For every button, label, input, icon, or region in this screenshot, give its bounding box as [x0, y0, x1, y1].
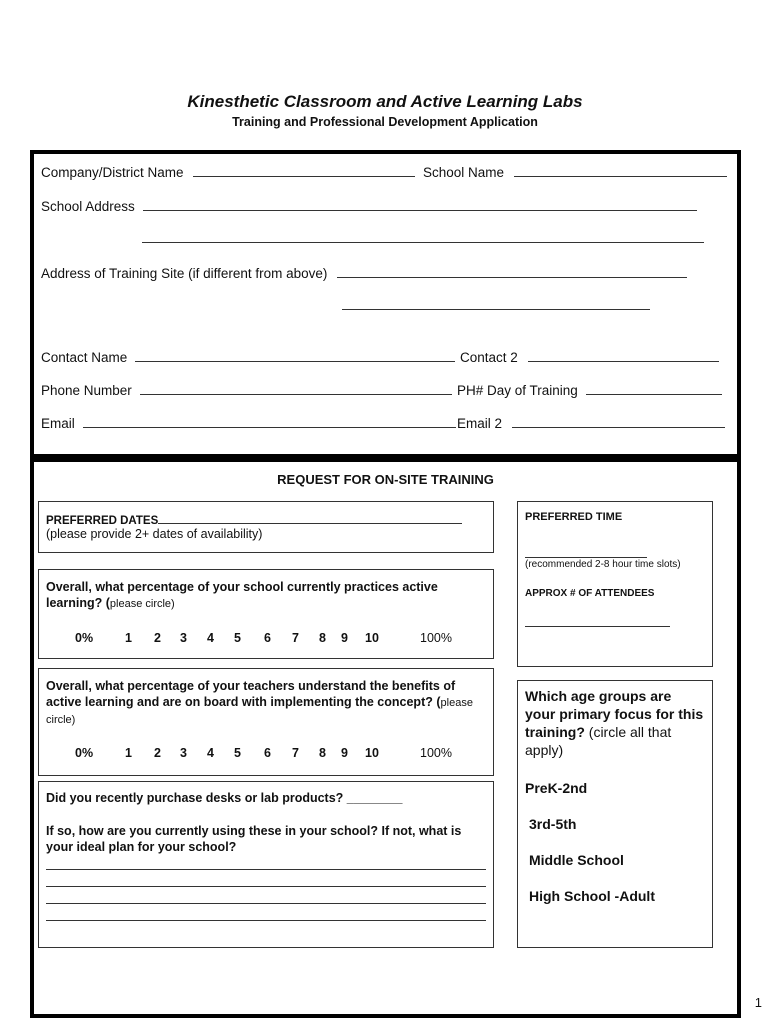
- products-purchase-question: Did you recently purchase desks or lab products? ________: [46, 791, 403, 805]
- preferred-time-field[interactable]: [525, 557, 647, 558]
- age-group-option[interactable]: Middle School: [529, 852, 624, 868]
- scale-option[interactable]: 100%: [420, 631, 452, 645]
- age-groups-question: [525, 687, 705, 759]
- school-address-line-2[interactable]: [142, 242, 704, 243]
- scale-option[interactable]: 8: [319, 631, 326, 645]
- teacher-buyin-scale[interactable]: [39, 746, 495, 762]
- scale-option[interactable]: 1: [125, 631, 132, 645]
- scale-option[interactable]: 7: [292, 746, 299, 760]
- scale-option[interactable]: 10: [365, 631, 379, 645]
- email-row: [41, 415, 456, 431]
- email2-label: Email 2: [457, 416, 503, 431]
- training-site-row: [41, 265, 687, 281]
- contact-info-section: [30, 150, 741, 458]
- email2-field[interactable]: [512, 415, 725, 428]
- page-subtitle: Training and Professional Development Application: [232, 115, 538, 129]
- attendees-field[interactable]: [525, 626, 670, 627]
- preferred-dates-label: PREFERRED DATES: [46, 515, 159, 527]
- school-practice-question-panel: [38, 569, 494, 659]
- preferred-time-label: PREFERRED TIME: [525, 511, 623, 523]
- scale-option[interactable]: 6: [264, 631, 271, 645]
- preferred-dates-note: (please provide 2+ dates of availability): [46, 527, 263, 541]
- school-address-label: School Address: [41, 199, 135, 214]
- school-practice-scale[interactable]: [39, 631, 495, 647]
- age-group-option[interactable]: PreK-2nd: [525, 780, 588, 796]
- scale-option[interactable]: 2: [154, 631, 161, 645]
- answer-line[interactable]: [46, 886, 486, 887]
- products-question-panel: [38, 781, 494, 948]
- school-name-row: [423, 164, 727, 180]
- scale-option[interactable]: 4: [207, 746, 214, 760]
- company-row: [41, 164, 415, 180]
- email2-row: [457, 415, 725, 431]
- company-field[interactable]: [193, 164, 415, 177]
- training-site-field[interactable]: [337, 265, 687, 278]
- phone-row: [41, 382, 452, 398]
- page-title: Kinesthetic Classroom and Active Learning Labs: [187, 92, 583, 111]
- school-name-label: School Name: [423, 165, 505, 180]
- school-practice-question-note: please circle): [109, 598, 175, 610]
- answer-line[interactable]: [46, 869, 486, 870]
- school-practice-question-text: Overall, what percentage of your school currently practices active learning? (: [46, 580, 438, 610]
- age-groups-question-text: Which age groups are your primary focus for this training?: [525, 688, 704, 740]
- scale-option[interactable]: 0%: [75, 746, 94, 760]
- scale-option[interactable]: 5: [234, 631, 241, 645]
- answer-line[interactable]: [46, 903, 486, 904]
- request-section: [30, 458, 741, 1018]
- age-groups-question-note: (circle all that apply): [525, 724, 672, 758]
- teacher-buyin-question-panel: [38, 668, 494, 776]
- scale-option[interactable]: 0%: [75, 631, 94, 645]
- preferred-dates-field[interactable]: [158, 511, 462, 524]
- request-title: REQUEST FOR ON-SITE TRAINING: [277, 472, 494, 487]
- contact2-field[interactable]: [528, 349, 719, 362]
- preferred-dates-panel: [38, 501, 494, 553]
- contact-name-field[interactable]: [135, 349, 455, 362]
- scale-option[interactable]: 9: [341, 746, 348, 760]
- school-name-field[interactable]: [514, 164, 727, 177]
- contact-name-row: [41, 349, 455, 365]
- email-label: Email: [41, 416, 75, 431]
- page-number: 1: [754, 995, 762, 1010]
- answer-line[interactable]: [46, 920, 486, 921]
- teacher-buyin-question-text: Overall, what percentage of your teachers understand the benefits of active learning and are on board with implementing the concept? (: [46, 679, 456, 709]
- contact-name-label: Contact Name: [41, 350, 128, 365]
- scale-option[interactable]: 1: [125, 746, 132, 760]
- teacher-buyin-question-note: please circle): [46, 697, 473, 726]
- scale-option[interactable]: 10: [365, 746, 379, 760]
- recommended-note: (recommended 2-8 hour time slots): [525, 559, 681, 570]
- school-address-field[interactable]: [143, 198, 697, 211]
- email-field[interactable]: [83, 415, 456, 428]
- age-group-option[interactable]: High School -Adult: [529, 888, 655, 904]
- preferred-dates-row: [46, 511, 462, 527]
- scale-option[interactable]: 5: [234, 746, 241, 760]
- attendees-label: APPROX # OF ATTENDEES: [525, 588, 655, 599]
- contact2-row: [460, 349, 719, 365]
- preferred-time-panel: [517, 501, 713, 667]
- scale-option[interactable]: 100%: [420, 746, 452, 760]
- scale-option[interactable]: 3: [180, 746, 187, 760]
- age-group-option[interactable]: 3rd-5th: [529, 816, 577, 832]
- school-address-row: [41, 198, 697, 214]
- age-groups-panel: [517, 680, 713, 948]
- teacher-buyin-question: [46, 678, 490, 728]
- scale-option[interactable]: 8: [319, 746, 326, 760]
- scale-option[interactable]: 4: [207, 631, 214, 645]
- scale-option[interactable]: 6: [264, 746, 271, 760]
- training-site-line-2[interactable]: [342, 309, 650, 310]
- ph-day-label: PH# Day of Training: [457, 383, 578, 398]
- company-label: Company/District Name: [41, 165, 184, 180]
- ph-day-field[interactable]: [586, 382, 722, 395]
- scale-option[interactable]: 9: [341, 631, 348, 645]
- school-practice-question: [46, 579, 490, 612]
- products-usage-question: If so, how are you currently using these in your school? If not, what is your ideal plan for your school?: [46, 824, 462, 854]
- phone-label: Phone Number: [41, 383, 132, 398]
- scale-option[interactable]: 3: [180, 631, 187, 645]
- phone-field[interactable]: [140, 382, 452, 395]
- scale-option[interactable]: 2: [154, 746, 161, 760]
- ph-day-row: [457, 382, 722, 398]
- scale-option[interactable]: 7: [292, 631, 299, 645]
- training-site-label: Address of Training Site (if different from above): [41, 266, 328, 281]
- contact2-label: Contact 2: [460, 350, 518, 365]
